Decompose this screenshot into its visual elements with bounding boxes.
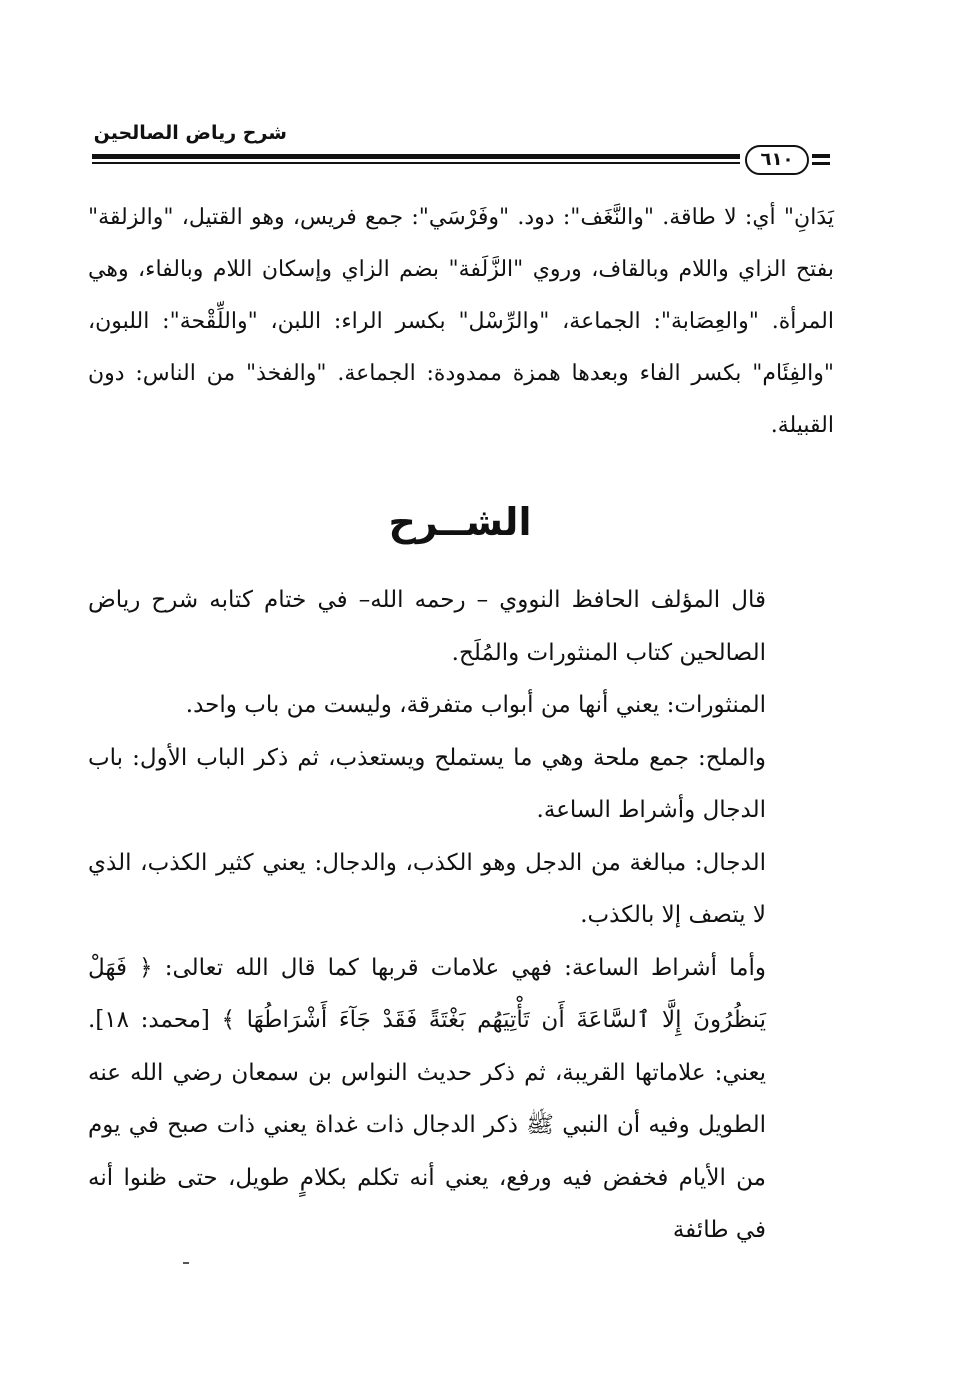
body-paragraph: الدجال: مبالغة من الدجل وهو الكذب، والدجال: يعني كثير الكذب، الذي لا يتصف إلا بالكذب.	[88, 849, 766, 928]
body-paragraph: قال المؤلف الحافظ النووي – رحمه الله– في ختام كتابه شرح رياض الصالحين كتاب المنثورات والمُلَح.	[88, 587, 766, 666]
stray-mark	[183, 1262, 189, 1264]
page-number-ornament-lower	[812, 162, 830, 165]
body-paragraph: والملح: جمع ملحة وهي ما يستملح ويستعذب، ثم ذكر الباب الأول: باب الدجال وأشراط الساعة.	[88, 744, 766, 823]
body-paragraph: المنثورات: يعني أنها من أبواب متفرقة، وليست من باب واحد.	[185, 692, 766, 718]
page-number-ornament	[812, 154, 830, 158]
glossary-notes	[88, 192, 834, 452]
body-paragraph: وأما أشراط الساعة: فهي علامات قربها كما قال الله تعالى: ﴿ فَهَلْ يَنظُرُونَ إِلَّا ٱلسَّاعَةَ أَن تَأْتِيَهُم بَغْتَةً فَقَدْ جَآءَ أَشْرَاطُهَا ﴾ [محمد: ١٨]. يعني: علاماتها القريبة، ثم ذكر حديث النواس بن سمعان رضي الله عنه الطويل وفيه أن النبي ﷺ ذكر الدجال ذات غداة يعني ذات صبح في يوم من الأيام فخفض فيه ورفع، يعني أنه تكلم بكلامٍ طويل، حتى ظنوا أنه في طائفة	[88, 954, 766, 1243]
header-rule-thick	[92, 154, 740, 159]
header-rule-thin	[92, 162, 740, 164]
running-title: شرح رياض الصالحين	[93, 122, 287, 144]
page-number: ٦١٠	[745, 145, 809, 175]
section-title: الشــرح	[388, 500, 532, 544]
glossary-paragraph: يَدَانِ" أي: لا طاقة. "والنَّغَف": دود. "وفَرْسَي": جمع فريس، وهو القتيل، "والزلقة" بفتح الزاي واللام وبالقاف، وروي "الزَّلَفة" بضم الزاي وإسكان اللام وبالفاء، وهي المرأة. "والعِصَابة": الجماعة، "والرِّسْل" بكسر الراء: اللبن، "واللِّقْحة": اللبون، "والفِئَام" بكسر الفاء وبعدها همزة ممدودة: الجماعة. "والفخذ" من الناس: دون القبيلة.	[88, 205, 834, 438]
commentary-body	[88, 574, 834, 1257]
